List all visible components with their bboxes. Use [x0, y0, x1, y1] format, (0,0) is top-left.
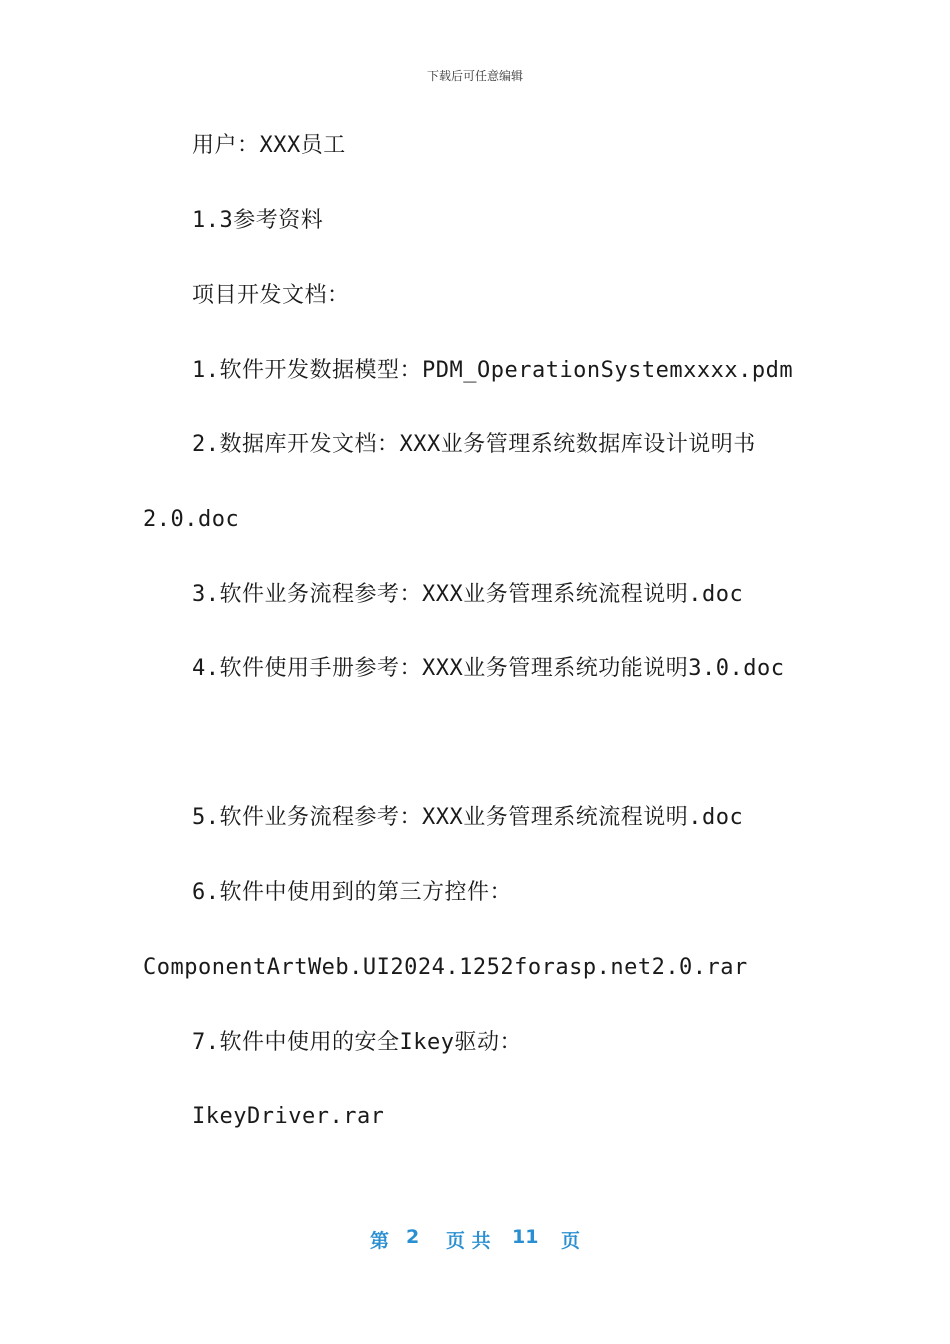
footer-total-pages: 11 — [512, 1226, 539, 1248]
user-line: 用户：XXX员工 — [192, 133, 346, 158]
list-item-5: 5.软件业务流程参考：XXX业务管理系统流程说明.doc — [192, 805, 744, 830]
footer-ye: 页 — [561, 1230, 581, 1252]
footer-page-number: 2 — [406, 1226, 420, 1248]
footer-ye-gong: 页 共 — [446, 1230, 491, 1252]
section-heading-references: 1.3参考资料 — [192, 208, 324, 233]
project-docs-label: 项目开发文档： — [192, 283, 350, 308]
list-item-2-continued: 2.0.doc — [143, 507, 240, 532]
list-item-7: 7.软件中使用的安全Ikey驱动： — [192, 1030, 522, 1055]
list-item-6: 6.软件中使用到的第三方控件： — [192, 880, 512, 905]
list-item-1: 1.软件开发数据模型：PDM_OperationSystemxxxx.pdm — [192, 358, 794, 383]
list-item-7-continued: IkeyDriver.rar — [192, 1104, 385, 1129]
list-item-6-continued: ComponentArtWeb.UI2024.1252forasp.net2.0.rar — [143, 955, 748, 980]
page-footer — [0, 1226, 950, 1254]
footer-di: 第 — [370, 1230, 390, 1252]
list-item-2: 2.数据库开发文档：XXX业务管理系统数据库设计说明书 — [192, 432, 756, 457]
list-item-3: 3.软件业务流程参考：XXX业务管理系统流程说明.doc — [192, 582, 744, 607]
header-note: 下载后可任意编辑 — [426, 69, 523, 83]
list-item-4: 4.软件使用手册参考：XXX业务管理系统功能说明3.0.doc — [192, 656, 785, 681]
